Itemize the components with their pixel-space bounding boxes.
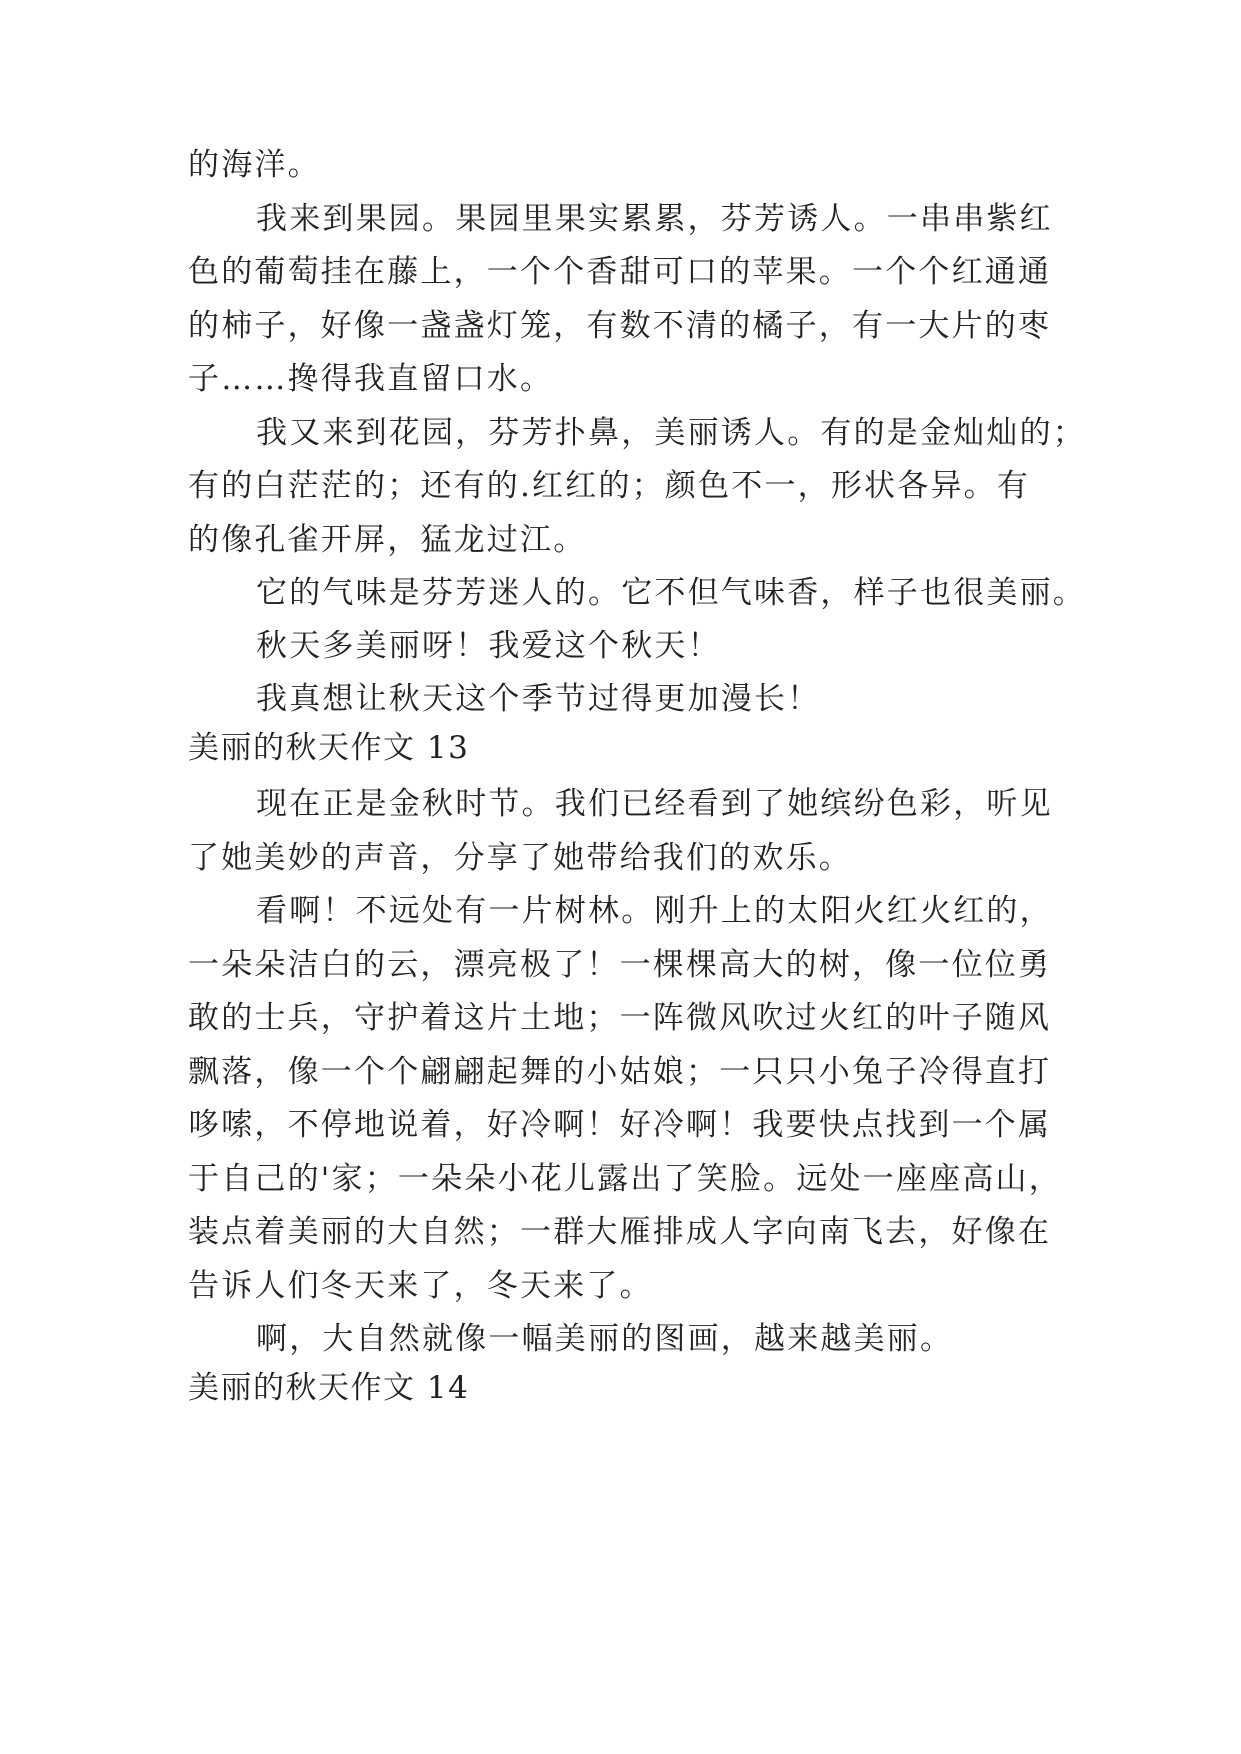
text-line: 装点着美丽的大自然；一群大雁排成人字向南飞去，好像在 [188, 1214, 1052, 1250]
paragraph-first-line: 我又来到花园，芬芳扑鼻，美丽诱人。有的是金灿灿的； [256, 415, 1086, 451]
text-line: 的海洋。 [188, 147, 321, 183]
text-line: 有的白茫茫的；还有的.红红的；颜色不一，形状各异。有 [188, 468, 1031, 504]
text-line: 于自己的'家；一朵朵小花儿露出了笑脸。远处一座座高山， [188, 1161, 1062, 1197]
section-heading: 美丽的秋天作文 13 [188, 730, 470, 766]
text-line: 色的葡萄挂在藤上，一个个香甜可口的苹果。一个个红通通 [188, 254, 1052, 290]
paragraph-first-line: 它的气味是芬芳迷人的。它不但气味香，样子也很美丽。 [256, 575, 1086, 611]
text-line: 的柿子，好像一盏盏灯笼，有数不清的橘子，有一大片的枣 [188, 308, 1052, 344]
text-line: 一朵朵洁白的云，漂亮极了！一棵棵高大的树，像一位位勇 [188, 947, 1052, 983]
paragraph-first-line: 秋天多美丽呀！我爱这个秋天！ [256, 628, 721, 664]
section-heading: 美丽的秋天作文 14 [188, 1370, 470, 1406]
paragraph-first-line: 我真想让秋天这个季节过得更加漫长！ [256, 681, 821, 717]
paragraph-first-line: 看啊！不远处有一片树林。刚升上的太阳火红火红的， [256, 893, 1053, 929]
paragraph-first-line: 啊，大自然就像一幅美丽的图画，越来越美丽。 [256, 1321, 954, 1357]
text-line: 敢的士兵，守护着这片土地；一阵微风吹过火红的叶子随风 [188, 1000, 1052, 1036]
text-line: 告诉人们冬天来了，冬天来了。 [188, 1268, 653, 1304]
text-line: 子……搀得我直留口水。 [188, 361, 554, 397]
text-line: 了她美妙的声音，分享了她带给我们的欢乐。 [188, 840, 852, 876]
text-line: 哆嗦，不停地说着，好冷啊！好冷啊！我要快点找到一个属 [188, 1107, 1052, 1143]
paragraph-first-line: 现在正是金秋时节。我们已经看到了她缤纷色彩，听见 [256, 786, 1053, 822]
text-line: 飘落，像一个个翩翩起舞的小姑娘；一只只小兔子冷得直打 [188, 1054, 1052, 1090]
paragraph-first-line: 我来到果园。果园里果实累累，芬芳诱人。一串串紫红 [256, 201, 1053, 237]
text-line: 的像孔雀开屏，猛龙过江。 [188, 522, 587, 558]
